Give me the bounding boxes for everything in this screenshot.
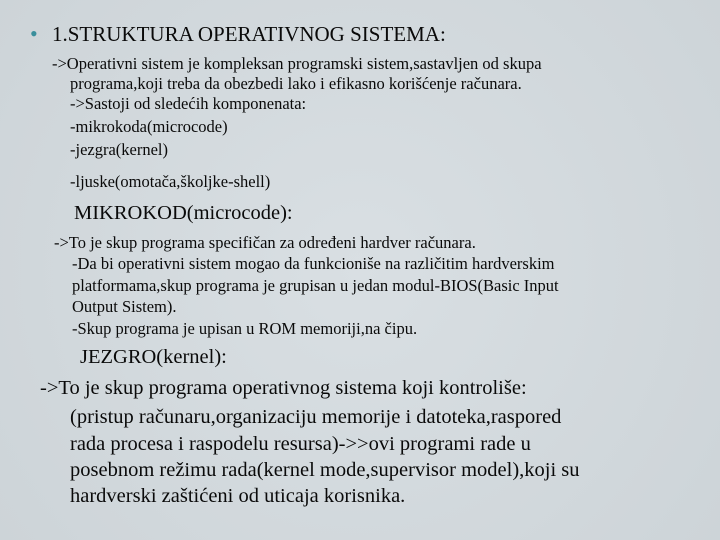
- intro-line: ->Sastoji od sledećih komponenata:: [70, 94, 307, 113]
- intro-line: ->Operativni sistem je kompleksan programski sistem,sastavljen od skupa: [52, 54, 542, 73]
- intro-line: -jezgra(kernel): [70, 140, 169, 159]
- microcode-line: Output Sistem).: [72, 297, 177, 316]
- kernel-line: posebnom režimu rada(kernel mode,supervisor model),koji su: [70, 459, 580, 481]
- intro-line: programa,koji treba da obezbedi lako i efikasno korišćenje računara.: [70, 74, 522, 93]
- microcode-line: -Da bi operativni sistem mogao da funkcioniše na različitim hardverskim: [72, 254, 555, 273]
- microcode-heading: MIKROKOD(microcode):: [74, 202, 293, 224]
- kernel-line: (pristup računaru,organizaciju memorije i datoteka,raspored: [70, 406, 562, 428]
- slide-title: 1.STRUKTURA OPERATIVNOG SISTEMA:: [52, 22, 446, 46]
- kernel-line: hardverski zaštićeni od uticaja korisnika.: [70, 485, 406, 507]
- intro-line: -ljuske(omotača,školjke-shell): [70, 172, 271, 191]
- intro-line: -mikrokoda(microcode): [70, 117, 228, 136]
- kernel-line: ->To je skup programa operativnog sistema koji kontroliše:: [40, 377, 527, 399]
- kernel-heading: JEZGRO(kernel):: [80, 346, 227, 368]
- kernel-line: rada procesa i raspodelu resursa)->>ovi programi rade u: [70, 433, 531, 455]
- microcode-line: ->To je skup programa specifičan za određeni hardver računara.: [54, 233, 476, 252]
- microcode-line: platformama,skup programa je grupisan u jedan modul-BIOS(Basic Input: [72, 276, 559, 295]
- title-bullet: •: [30, 21, 38, 46]
- microcode-line: -Skup programa je upisan u ROM memoriji,na čipu.: [72, 319, 418, 338]
